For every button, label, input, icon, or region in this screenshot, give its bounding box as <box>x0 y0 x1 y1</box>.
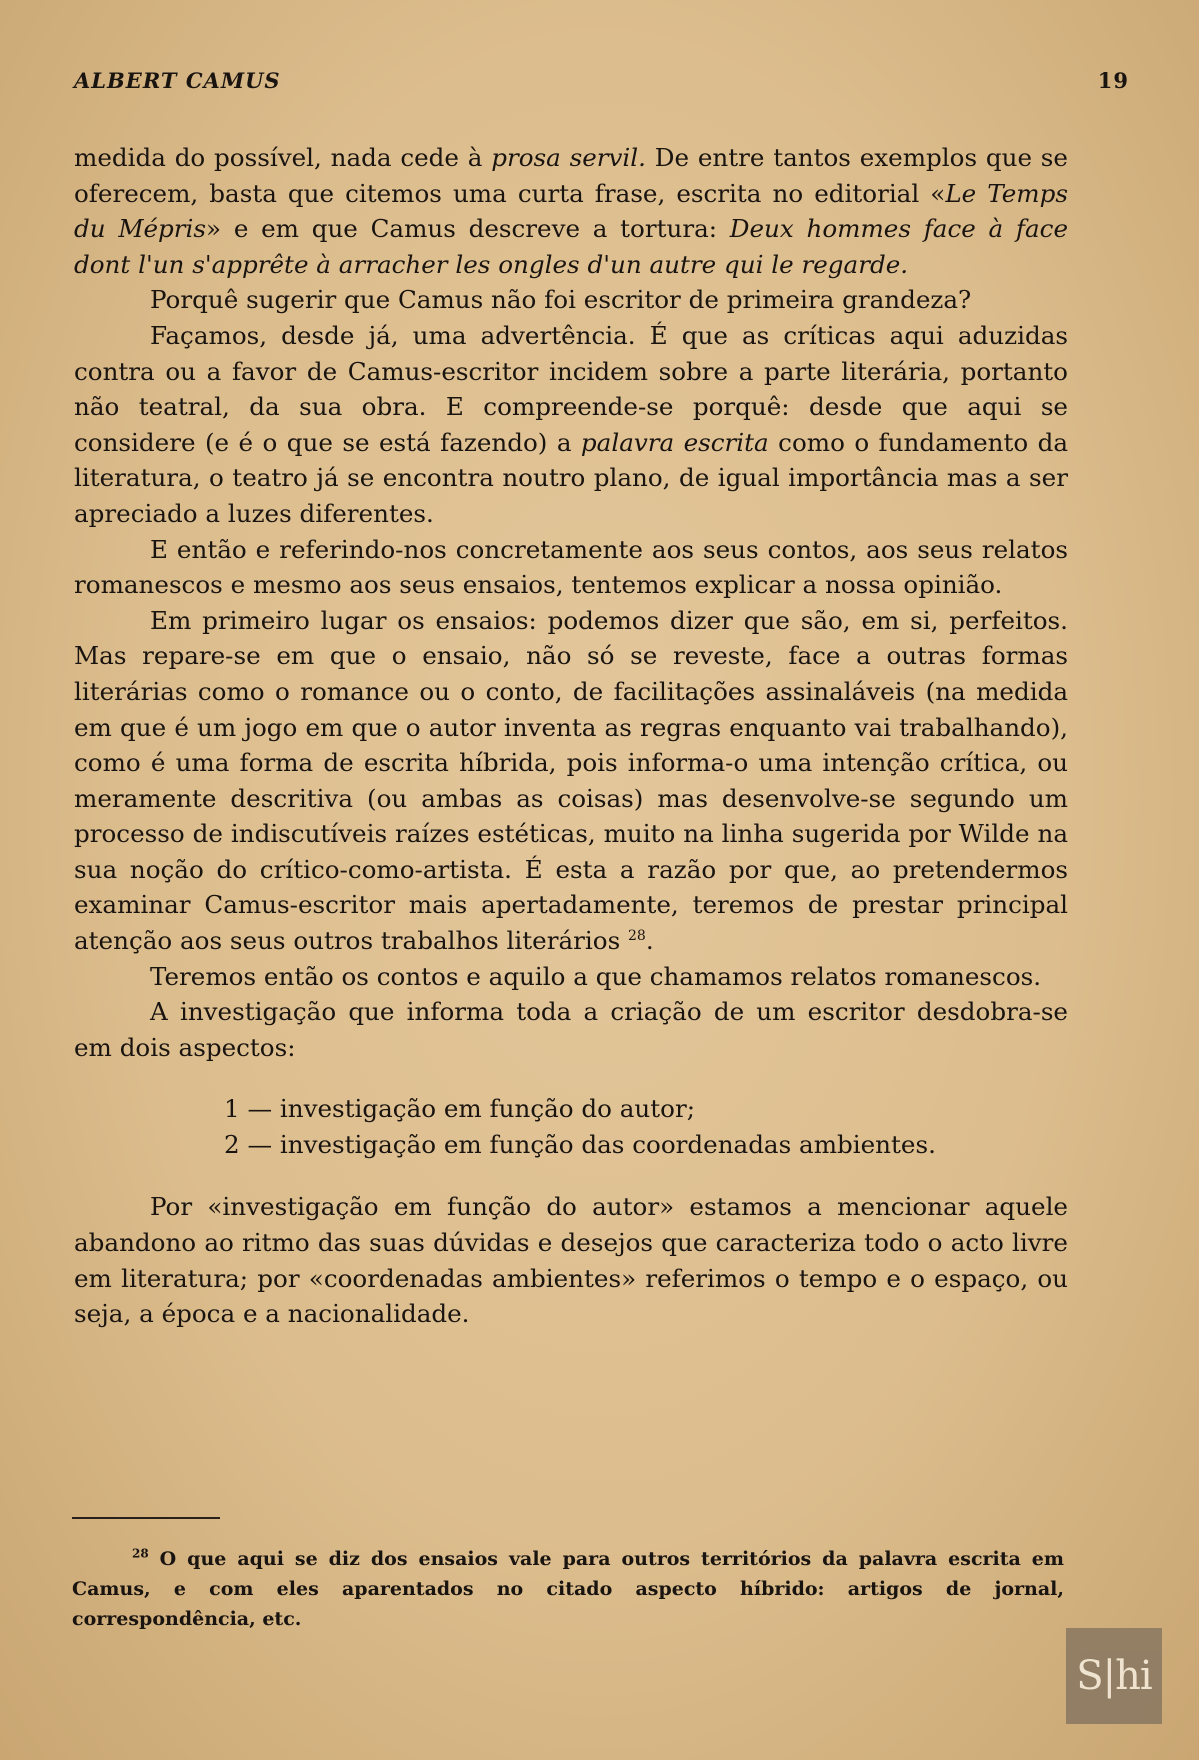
library-logo <box>1066 1628 1162 1724</box>
paragraph-6: Teremos então os contos e aquilo a que chamamos relatos romanescos. <box>150 961 1042 991</box>
paragraph-8: Por «investigação em função do autor» estamos a mencionar aquele abandono ao ritmo das suas dúvidas e desejos que caracteriza todo o acto livre em literatura; por «coordenadas ambientes» referimos o tempo e o espaço, ou seja, a época e a nacionalidade. <box>74 1192 1068 1329</box>
paragraph-1-italic-quote: Deux hommes face à face dont l'un s'apprête à arracher les ongles d'un autre qui le regarde. <box>74 214 1069 279</box>
footnote <box>72 1544 1064 1634</box>
library-logo-text: S|hi <box>1076 1653 1152 1699</box>
paragraph-4: E então e referindo-nos concretamente aos seus contos, aos seus relatos romanescos e mesmo aos seus ensaios, tentemos explicar a nossa opinião. <box>74 534 1068 600</box>
body-text <box>74 140 1068 1332</box>
footnote-reference: 28 <box>628 927 646 944</box>
page-number: 19 <box>1097 68 1129 93</box>
paragraph-5 <box>74 603 1068 959</box>
paragraph-3-text-c: como o fundamento da literatura, o teatro já se encontra noutro plano, de igual importância mas a ser apreciado a luzes diferentes. <box>74 427 1068 528</box>
paragraph-5-text-a: Em primeiro lugar os ensaios: podemos dizer que são, em si, perfeitos. Mas repare-se em que o ensaio, não só se reveste, face a outras formas literárias como o romance ou o conto, de facilitações assinaláveis (na medida em que é um jogo em que o autor inventa as regras enquanto vai trabalhando), como é uma forma de escrita híbrida, pois informa-o uma intenção crítica, ou meramente descritiva (ou ambas as coisas) mas desenvolve-se segundo um processo de indiscutíveis raízes estéticas, muito na linha sugerida por Wilde na sua noção do crítico-como-artista. É esta a razão por que, ao pretendermos examinar Camus-escritor mais apertadamente, teremos de prestar principal atenção aos seus outros trabalhos literários <box>74 605 1068 956</box>
paragraph-1-text-a: medida do possível, nada cede à <box>74 143 492 172</box>
paragraph-2: Porquê sugerir que Camus não foi escritor de primeira grandeza? <box>150 285 972 315</box>
paragraph-7: A investigação que informa toda a criação de um escritor desdobra-se em dois aspectos: <box>74 997 1068 1062</box>
aspects-list <box>224 1091 1068 1163</box>
running-head <box>74 68 1129 102</box>
list-item: 2 — investigação em função das coordenadas ambientes. <box>224 1130 936 1160</box>
paragraph-3-text-a: Façamos, desde já, uma advertência. É que as críticas aqui aduzidas contra ou a favor de Camus-escritor incidem sobre a parte literária, portanto não teatral, da sua obra. E compreende-se porquê: desde que aqui se considere (e é o que se está fazendo) a <box>74 320 1068 457</box>
footnote-divider <box>72 1517 220 1519</box>
paragraph-5-text-b: . <box>645 926 654 956</box>
paragraph-1-italic-prosa-servil: prosa servil. <box>491 143 646 172</box>
paragraph-1-text-e: » e em que Camus descreve a tortura: <box>206 214 730 244</box>
paragraph-3-italic-palavra-escrita: palavra escrita <box>580 427 769 457</box>
list-item: 1 — investigação em função do autor; <box>224 1094 696 1124</box>
paragraph-1-italic-title: Le Temps du Mépris <box>74 178 1068 244</box>
footnote-text: O que aqui se diz dos ensaios vale para outros territórios da palavra escrita em Camus, e com eles aparentados no citado aspecto híbrido: artigos de jornal, correspondência, etc. <box>72 1548 1064 1630</box>
paragraph-1 <box>74 140 1068 282</box>
paragraph-1-text-c: De entre tantos exemplos que se oferecem, basta que citemos uma curta frase, escrita no editorial « <box>74 143 1068 208</box>
paragraph-3 <box>74 318 1068 532</box>
footnote-mark: 28 <box>132 1546 149 1561</box>
running-head-author: ALBERT CAMUS <box>74 68 281 93</box>
